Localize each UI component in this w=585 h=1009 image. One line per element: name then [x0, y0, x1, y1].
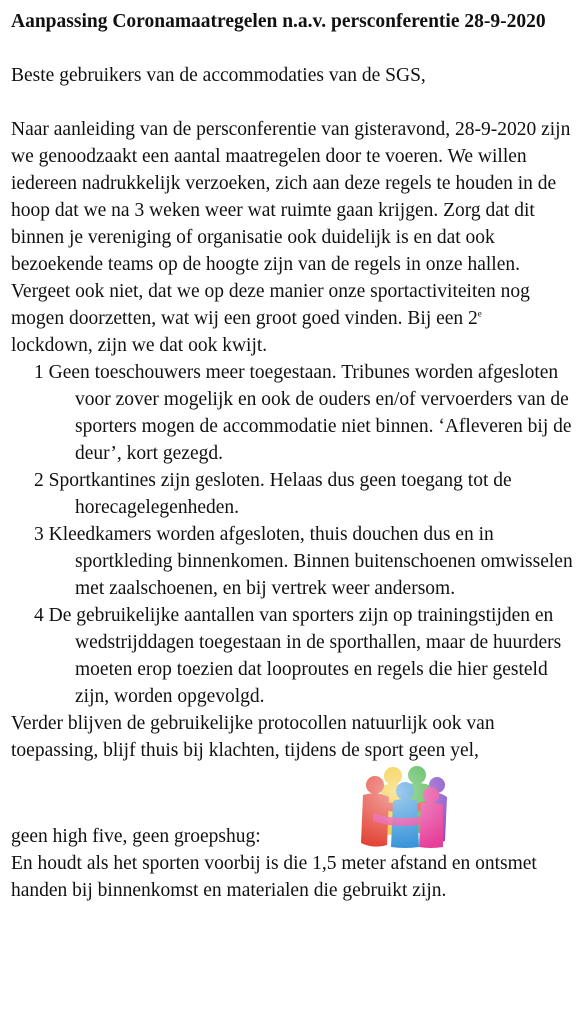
intro-after: lockdown, zijn we dat ook kwijt. — [11, 335, 268, 356]
rule-item — [11, 467, 579, 521]
rule-item — [11, 521, 579, 602]
greeting: Beste gebruikers van de accommodaties van de SGS, — [11, 65, 426, 86]
rule-number: 1 — [34, 362, 44, 383]
rule-text: Kleedkamers worden afgesloten, thuis douchen dus en in sportkleding binnenkomen. Binnen buitenschoenen omwisselen met zaalschoenen, en bij vertrek weer andersom. — [48, 524, 573, 599]
intro-paragraph — [11, 116, 579, 359]
intro-text: Naar aanleiding van de persconferentie van gisteravond, 28-9-2020 zijn we genoodzaakt een aantal maatregelen door te voeren. We willen iedereen nadrukkelijk verzoeken, zich aan deze regels te houden in de hoop dat we na 3 weken weer wat ruimte gaan krijgen. Zorg dat dit binnen je vereniging of organisatie ook duidelijk is en dat ook bezoekende teams op de hoogte zijn van de regels in onze hallen. Vergeet ook niet, dat we op deze manier onze sportactiviteiten nog mogen doorzetten, wat wij een groot goed vinden. Bij een 2 — [11, 119, 571, 329]
spacer — [11, 35, 579, 62]
document-title: Aanpassing Coronamaatregelen n.a.v. persconferentie 28-9-2020 — [11, 11, 546, 32]
group-hug-figures-icon — [353, 761, 457, 849]
rule-text: Sportkantines zijn gesloten. Helaas dus geen toegang tot de horecagelegenheden. — [48, 470, 512, 518]
closing-line-two: geen high five, geen groepshug: — [11, 826, 261, 847]
spacer — [11, 89, 579, 116]
rule-text: Geen toeschouwers meer toegestaan. Tribunes worden afgesloten voor zover mogelijk en ook de ouders en/of vervoerders van de sporters mogen de accommodatie niet binnen. ‘Afleveren bij de deur’, kort gezegd. — [48, 362, 572, 464]
rule-text: De gebruikelijke aantallen van sporters zijn op trainingstijden en wedstrijddagen toegestaan in de sporthallen, maar de huurders moeten erop toezien dat looproutes en regels die hier gesteld zijn, worden opgevolgd. — [48, 605, 562, 707]
ordinal-superscript: e — [477, 308, 482, 319]
rule-item — [11, 359, 579, 467]
rule-number: 3 — [34, 524, 44, 545]
rule-item — [11, 602, 579, 710]
rules-list — [11, 359, 579, 710]
closing-line-three: En houdt als het sporten voorbij is die 1,5 meter afstand en ontsmet handen bij binnenkomst en materialen die gebruikt zijn. — [11, 853, 537, 901]
rule-number: 4 — [34, 605, 44, 626]
high-five-line — [11, 764, 579, 850]
closing-paragraph: Verder blijven de gebruikelijke protocollen natuurlijk ook van toepassing, blijf thuis bij klachten, tijdens de sport geen yel, — [11, 713, 495, 761]
rule-number: 2 — [34, 470, 44, 491]
document — [11, 8, 579, 904]
